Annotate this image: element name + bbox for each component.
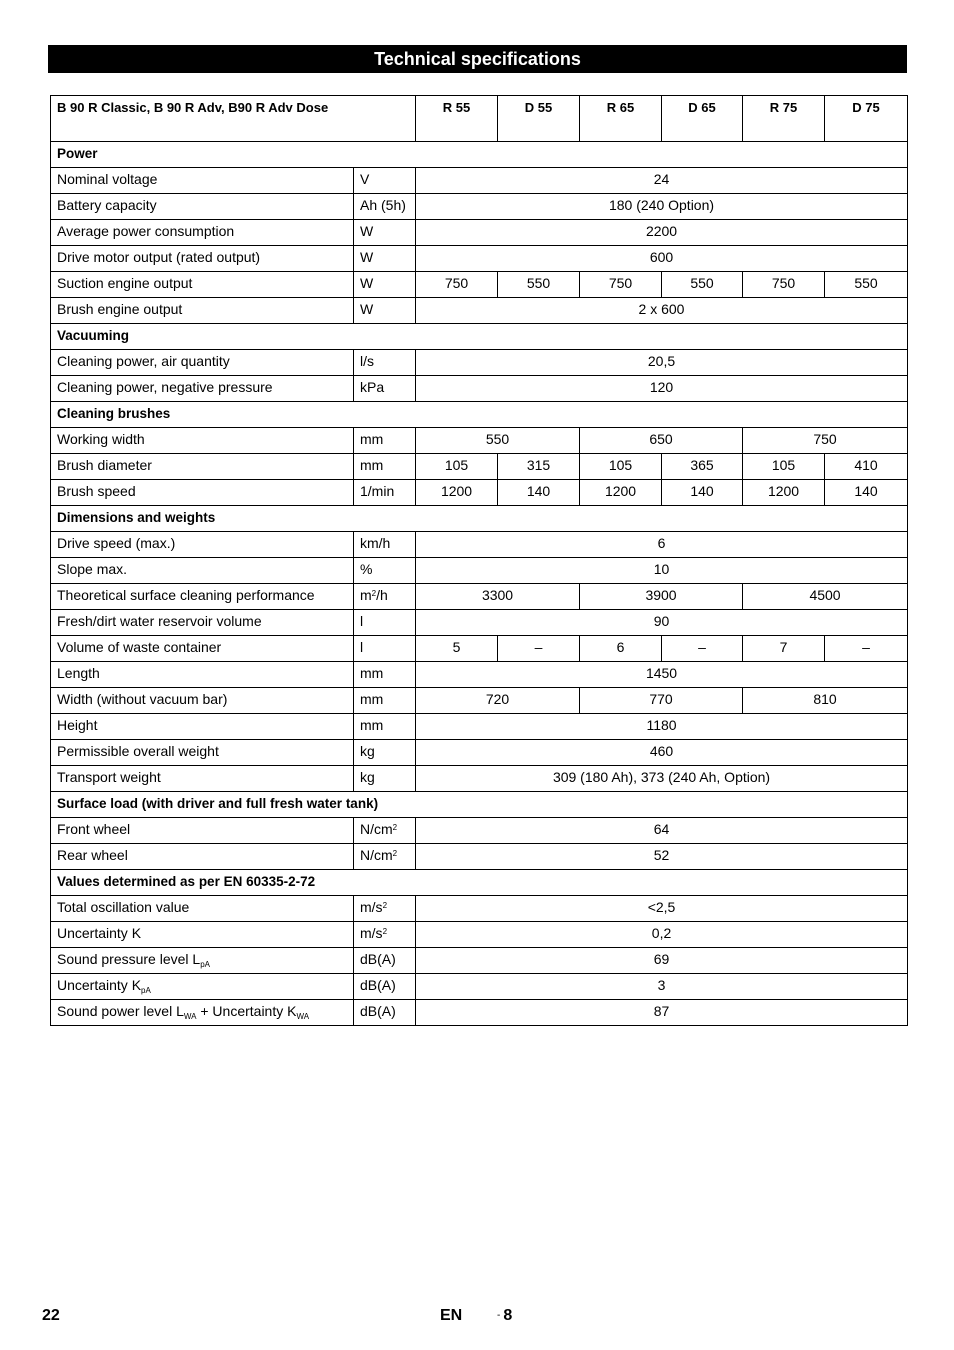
spec-unit-text: m <box>360 587 372 603</box>
spec-value: 550 <box>416 428 580 454</box>
spec-label-text: Cleaning power, air quantity <box>57 353 230 369</box>
spec-unit <box>354 376 416 402</box>
spec-value: 10 <box>416 558 908 584</box>
spec-value: 52 <box>416 844 908 870</box>
spec-label-text: Uncertainty K <box>57 925 142 941</box>
spec-label <box>51 844 354 870</box>
spec-label <box>51 740 354 766</box>
spec-unit-text: mm <box>360 691 384 707</box>
spec-label-text: Brush speed <box>57 483 136 499</box>
spec-value: 105 <box>416 454 498 480</box>
spec-unit-text: mm <box>360 431 384 447</box>
spec-unit <box>354 1000 416 1026</box>
spec-label <box>51 948 354 974</box>
spec-label <box>51 454 354 480</box>
table-row <box>51 246 908 272</box>
spec-value: 6 <box>580 636 662 662</box>
specifications-table <box>50 95 908 1026</box>
spec-unit-text: kPa <box>360 379 385 395</box>
spec-unit <box>354 584 416 610</box>
spec-label <box>51 168 354 194</box>
section-heading: Cleaning brushes <box>51 402 908 428</box>
table-row <box>51 844 908 870</box>
spec-unit <box>354 766 416 792</box>
spec-value: 750 <box>743 428 908 454</box>
table-row <box>51 974 908 1000</box>
spec-label-text: Average power consumption <box>57 223 235 239</box>
spec-unit-text: % <box>360 561 373 577</box>
spec-value: 750 <box>416 272 498 298</box>
table-row <box>51 766 908 792</box>
spec-unit-text: km/h <box>360 535 391 551</box>
table-row <box>51 220 908 246</box>
spec-value: 20,5 <box>416 350 908 376</box>
section-heading-row <box>51 402 908 428</box>
spec-unit-superscript: 2 <box>392 823 398 832</box>
spec-label <box>51 766 354 792</box>
spec-unit <box>354 844 416 870</box>
spec-label <box>51 246 354 272</box>
table-row <box>51 688 908 714</box>
spec-unit <box>354 922 416 948</box>
spec-label-text: Drive motor output (rated output) <box>57 249 261 265</box>
spec-value: 720 <box>416 688 580 714</box>
spec-value: 550 <box>498 272 580 298</box>
spec-unit <box>354 168 416 194</box>
spec-label <box>51 922 354 948</box>
spec-label <box>51 532 354 558</box>
spec-value: 24 <box>416 168 908 194</box>
section-page-dash: - <box>497 1310 501 1321</box>
spec-value: 315 <box>498 454 580 480</box>
table-row <box>51 272 908 298</box>
spec-label-text: Working width <box>57 431 145 447</box>
spec-unit <box>354 480 416 506</box>
spec-value: 7 <box>743 636 825 662</box>
spec-value: 2200 <box>416 220 908 246</box>
spec-value: 1200 <box>580 480 662 506</box>
spec-value: 550 <box>825 272 908 298</box>
header-model-d-55: D 55 <box>498 96 580 142</box>
spec-label-text: Volume of waste container <box>57 639 222 655</box>
spec-label-text: Nominal voltage <box>57 171 158 187</box>
spec-unit-text: W <box>360 301 374 317</box>
section-heading: Values determined as per EN 60335-2-72 <box>51 870 908 896</box>
table-row <box>51 480 908 506</box>
spec-value: 140 <box>825 480 908 506</box>
spec-value: 69 <box>416 948 908 974</box>
spec-label-continued: + Uncertainty K <box>196 1003 297 1019</box>
table-row <box>51 1000 908 1026</box>
spec-unit-text: dB(A) <box>360 1003 396 1019</box>
spec-unit-text: 1/min <box>360 483 395 499</box>
spec-unit-text: l/s <box>360 353 374 369</box>
spec-label-text: Battery capacity <box>57 197 157 213</box>
spec-unit <box>354 714 416 740</box>
spec-unit-text: dB(A) <box>360 977 396 993</box>
spec-unit-text: kg <box>360 743 375 759</box>
spec-unit <box>354 610 416 636</box>
spec-unit-text: l <box>360 613 364 629</box>
header-model-r-75: R 75 <box>743 96 825 142</box>
spec-label-text: Brush engine output <box>57 301 183 317</box>
spec-value: 6 <box>416 532 908 558</box>
section-page <box>497 1307 512 1325</box>
table-row <box>51 818 908 844</box>
spec-label <box>51 480 354 506</box>
table-row <box>51 194 908 220</box>
spec-label-text: Rear wheel <box>57 847 128 863</box>
spec-label-text: Front wheel <box>57 821 131 837</box>
header-model-d-75: D 75 <box>825 96 908 142</box>
spec-unit-text: W <box>360 275 374 291</box>
spec-value: <2,5 <box>416 896 908 922</box>
spec-label-text: Fresh/dirt water reservoir volume <box>57 613 262 629</box>
spec-label <box>51 818 354 844</box>
spec-unit-text: Ah (5h) <box>360 197 406 213</box>
spec-label <box>51 350 354 376</box>
section-page-number: 8 <box>503 1307 513 1324</box>
spec-unit-text: mm <box>360 717 384 733</box>
table-row <box>51 740 908 766</box>
spec-label-text: Height <box>57 717 98 733</box>
spec-value: 180 (240 Option) <box>416 194 908 220</box>
section-heading-row <box>51 870 908 896</box>
spec-unit-superscript: 2 <box>392 849 398 858</box>
spec-unit <box>354 818 416 844</box>
table-row <box>51 610 908 636</box>
spec-label <box>51 584 354 610</box>
table-row <box>51 896 908 922</box>
spec-label-text: Uncertainty K <box>57 977 142 993</box>
spec-unit <box>354 948 416 974</box>
spec-value: 770 <box>580 688 743 714</box>
spec-value: 105 <box>743 454 825 480</box>
spec-unit-text: mm <box>360 665 384 681</box>
spec-value: 1200 <box>743 480 825 506</box>
spec-label <box>51 194 354 220</box>
spec-value: 750 <box>743 272 825 298</box>
spec-value: 309 (180 Ah), 373 (240 Ah, Option) <box>416 766 908 792</box>
spec-value: 0,2 <box>416 922 908 948</box>
spec-value: 550 <box>662 272 743 298</box>
spec-label <box>51 662 354 688</box>
table-row <box>51 298 908 324</box>
spec-unit-text: N/cm <box>360 821 393 837</box>
spec-label-text: Brush diameter <box>57 457 152 473</box>
spec-unit <box>354 454 416 480</box>
spec-unit-text: W <box>360 223 374 239</box>
spec-unit <box>354 194 416 220</box>
page-number: 22 <box>42 1307 60 1324</box>
spec-unit <box>354 558 416 584</box>
table-row <box>51 532 908 558</box>
spec-label-text: Sound pressure level L <box>57 951 201 967</box>
spec-unit-text: m/s <box>360 925 383 941</box>
section-heading: Surface load (with driver and full fresh water tank) <box>51 792 908 818</box>
spec-label-text: Total oscillation value <box>57 899 190 915</box>
spec-label-text: Theoretical surface cleaning performance <box>57 587 315 603</box>
table-row <box>51 428 908 454</box>
spec-unit-text: mm <box>360 457 384 473</box>
header-model-d-65: D 65 <box>662 96 743 142</box>
spec-label <box>51 220 354 246</box>
spec-value: 365 <box>662 454 743 480</box>
spec-value: 1180 <box>416 714 908 740</box>
spec-unit-text: l <box>360 639 364 655</box>
spec-value: 105 <box>580 454 662 480</box>
spec-label <box>51 1000 354 1026</box>
spec-label <box>51 636 354 662</box>
spec-label <box>51 610 354 636</box>
spec-label <box>51 272 354 298</box>
spec-label-subscript: pA <box>200 960 210 969</box>
page-title: Technical specifications <box>48 45 907 73</box>
spec-value: 3 <box>416 974 908 1000</box>
spec-value: 64 <box>416 818 908 844</box>
spec-value: 4500 <box>743 584 908 610</box>
spec-value: 1200 <box>416 480 498 506</box>
spec-value: 410 <box>825 454 908 480</box>
section-heading: Power <box>51 142 908 168</box>
header-model-r-65: R 65 <box>580 96 662 142</box>
language-code: EN <box>440 1307 463 1324</box>
spec-unit <box>354 272 416 298</box>
spec-label-text: Slope max. <box>57 561 128 577</box>
spec-unit <box>354 532 416 558</box>
table-row <box>51 454 908 480</box>
spec-unit-superscript: 2 <box>382 901 388 910</box>
spec-unit-suffix: /h <box>376 587 388 603</box>
table-row <box>51 636 908 662</box>
table-row <box>51 168 908 194</box>
table-row <box>51 948 908 974</box>
spec-unit-text: dB(A) <box>360 951 396 967</box>
spec-value: 3900 <box>580 584 743 610</box>
spec-label-subscript: pA <box>141 986 151 995</box>
table-row <box>51 662 908 688</box>
spec-value: – <box>498 636 580 662</box>
spec-label <box>51 298 354 324</box>
spec-label-text: Suction engine output <box>57 275 193 291</box>
spec-value: 120 <box>416 376 908 402</box>
spec-value: 87 <box>416 1000 908 1026</box>
spec-unit <box>354 220 416 246</box>
section-heading-row <box>51 324 908 350</box>
spec-value: 600 <box>416 246 908 272</box>
spec-value: 5 <box>416 636 498 662</box>
spec-unit <box>354 428 416 454</box>
spec-value: 650 <box>580 428 743 454</box>
header-model-r-55: R 55 <box>416 96 498 142</box>
spec-unit <box>354 740 416 766</box>
spec-label-subscript: WA <box>183 1012 197 1021</box>
section-heading: Dimensions and weights <box>51 506 908 532</box>
spec-label <box>51 974 354 1000</box>
table-row <box>51 558 908 584</box>
spec-label <box>51 376 354 402</box>
spec-value: 140 <box>498 480 580 506</box>
spec-unit <box>354 350 416 376</box>
spec-unit <box>354 688 416 714</box>
spec-unit-text: m/s <box>360 899 383 915</box>
spec-unit-text: W <box>360 249 374 265</box>
section-heading-row <box>51 506 908 532</box>
section-heading: Vacuuming <box>51 324 908 350</box>
spec-value: 750 <box>580 272 662 298</box>
spec-unit <box>354 896 416 922</box>
spec-label-subscript-2: WA <box>296 1012 310 1021</box>
spec-value: – <box>825 636 908 662</box>
spec-label <box>51 714 354 740</box>
spec-label <box>51 558 354 584</box>
spec-value: 1450 <box>416 662 908 688</box>
spec-label-text: Width (without vacuum bar) <box>57 691 228 707</box>
spec-value: 810 <box>743 688 908 714</box>
spec-unit <box>354 246 416 272</box>
spec-value: – <box>662 636 743 662</box>
spec-label-text: Cleaning power, negative pressure <box>57 379 273 395</box>
table-row <box>51 922 908 948</box>
spec-unit-text: V <box>360 171 370 187</box>
section-heading-row <box>51 142 908 168</box>
spec-unit-superscript: 2 <box>382 927 388 936</box>
spec-unit <box>354 298 416 324</box>
spec-unit <box>354 662 416 688</box>
header-model-label: B 90 R Classic, B 90 R Adv, B90 R Adv Dose <box>51 96 416 142</box>
spec-unit-superscript: 2 <box>371 589 377 598</box>
spec-label-text: Drive speed (max.) <box>57 535 176 551</box>
spec-value: 140 <box>662 480 743 506</box>
spec-unit <box>354 974 416 1000</box>
spec-value: 90 <box>416 610 908 636</box>
spec-label <box>51 688 354 714</box>
table-row <box>51 350 908 376</box>
table-header-row <box>51 96 908 142</box>
spec-label-text: Permissible overall weight <box>57 743 219 759</box>
spec-label-text: Length <box>57 665 100 681</box>
table-row <box>51 714 908 740</box>
spec-value: 460 <box>416 740 908 766</box>
spec-unit-text: N/cm <box>360 847 393 863</box>
spec-label-text: Transport weight <box>57 769 161 785</box>
spec-unit <box>354 636 416 662</box>
spec-label <box>51 428 354 454</box>
spec-unit-text: kg <box>360 769 375 785</box>
spec-label <box>51 896 354 922</box>
spec-value: 2 x 600 <box>416 298 908 324</box>
table-row <box>51 584 908 610</box>
table-row <box>51 376 908 402</box>
section-heading-row <box>51 792 908 818</box>
spec-label-text: Sound power level L <box>57 1003 184 1019</box>
spec-value: 3300 <box>416 584 580 610</box>
